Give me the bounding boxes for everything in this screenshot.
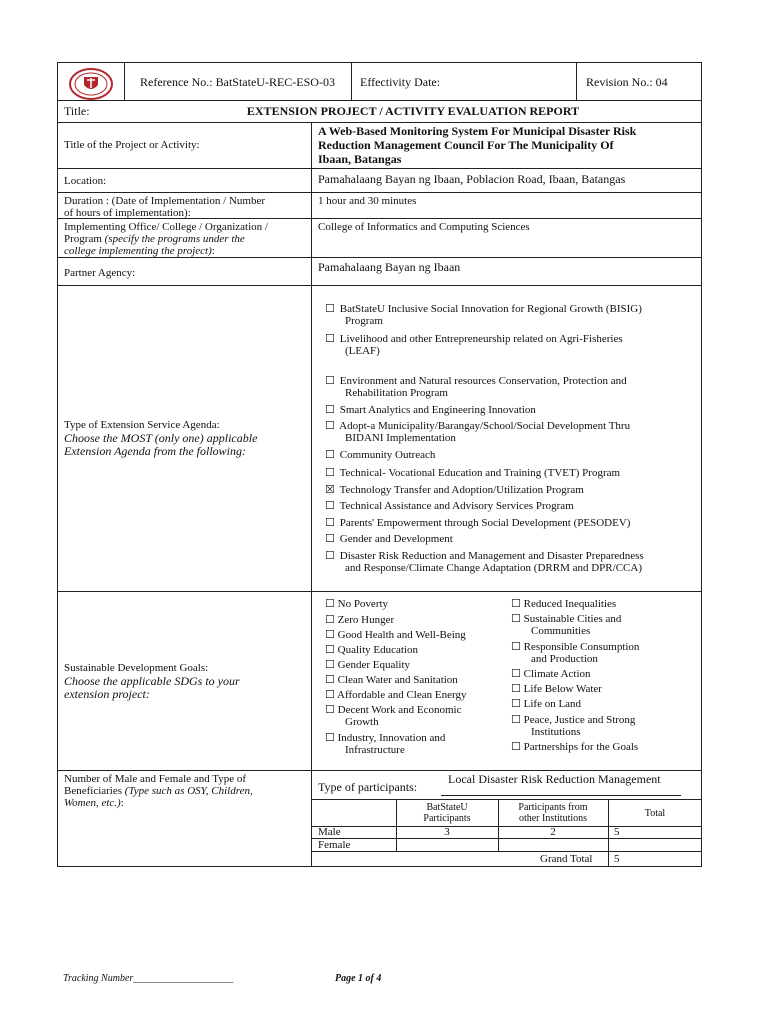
checkbox-icon[interactable]: ☐ [325,704,335,716]
agenda-option[interactable]: ☐ BatStateU Inclusive Social Innovation for Regional Growth (BISIG) Program [325,303,642,327]
sdg-label: Sustainable Development Goals: [64,662,209,674]
office-label-1: Implementing Office/ College / Organization / [64,221,268,233]
sdg-option[interactable]: ☐ Decent Work and Economic Growth [325,704,462,728]
office-label-2: Program (specify the programs under the [64,233,245,245]
checkbox-icon[interactable]: ☐ [325,303,335,315]
row-male-label: Male [318,826,341,838]
checkbox-icon[interactable]: ☐ [325,732,335,744]
sdg-option[interactable]: ☐ Partnerships for the Goals [511,741,639,753]
duration-label-1: Duration : (Date of Implementation / Number [64,195,265,207]
row-male-total: 5 [614,826,620,838]
grand-total-value: 5 [614,853,620,865]
sdg-option[interactable]: ☐ Responsible Consumption and Production [511,641,640,665]
checkbox-icon[interactable]: ☐ [511,668,521,680]
sdg-option[interactable]: ☐ No Poverty [325,598,389,610]
checkbox-icon[interactable]: ☐ [325,500,335,512]
agenda-option[interactable]: ☐ Disaster Risk Reduction and Management and Disaster Preparedness and Response/Climate Change Adaptation (DRRM and DPR/CCA) [325,550,644,574]
col-other-header: Participants from other Institutions [518,802,588,824]
duration-value: 1 hour and 30 minutes [318,195,417,207]
beneficiaries-label-1: Number of Male and Female and Type of [64,773,246,785]
sdg-option[interactable]: ☐ Good Health and Well-Being [325,629,466,641]
checkbox-icon[interactable]: ☐ [325,449,335,461]
checkbox-icon[interactable]: ☐ [511,613,521,625]
report-title: EXTENSION PROJECT / ACTIVITY EVALUATION REPORT [246,104,580,118]
checkbox-icon[interactable]: ☐ [511,741,521,753]
checkbox-icon[interactable]: ☐ [511,698,521,710]
participants-type-label: Type of participants: [318,780,418,794]
page-number: Page 1 of 4 [335,973,382,984]
reference-number: Reference No.: BatStateU-REC-ESO-03 [140,75,335,89]
sdg-option[interactable]: ☐ Reduced Inequalities [511,598,617,610]
location-label: Location: [64,175,107,187]
checkbox-icon[interactable]: ☐ [325,467,335,479]
row-male-batstateu: 3 [444,826,450,838]
checkbox-icon[interactable]: ☐ [325,629,335,641]
checkbox-icon[interactable]: ☐ [511,683,521,695]
checkbox-icon[interactable]: ☐ [511,714,521,726]
checkbox-icon[interactable]: ☐ [325,674,335,686]
checked-checkbox-icon[interactable]: ☒ [325,484,335,496]
sdg-instruction-1: Choose the applicable SDGs to your [64,674,240,688]
checkbox-icon[interactable]: ☐ [325,533,335,545]
agenda-option[interactable]: ☐ Gender and Development [325,533,453,545]
agenda-option[interactable]: ☐ Technical Assistance and Advisory Services Program [325,500,574,512]
checkbox-icon[interactable]: ☐ [511,641,521,653]
agenda-option[interactable]: ☐ Environment and Natural resources Conservation, Protection and Rehabilitation Program [325,375,627,399]
partner-label: Partner Agency: [64,267,136,279]
office-value: College of Informatics and Computing Sciences [318,221,530,233]
revision-number: Revision No.: 04 [586,75,668,89]
agenda-instruction-2: Extension Agenda from the following: [64,444,246,458]
agenda-label: Type of Extension Service Agenda: [64,419,220,431]
sdg-option[interactable]: ☐ Industry, Innovation and Infrastructure [325,732,446,756]
checkbox-icon[interactable]: ☐ [325,375,335,387]
checkbox-icon[interactable]: ☐ [325,550,335,562]
agenda-option-selected[interactable]: ☒ Technology Transfer and Adoption/Utilization Program [325,484,584,496]
office-label-3: college implementing the project): [64,245,215,257]
title-label: Title: [64,104,90,118]
checkbox-icon[interactable]: ☐ [325,404,335,416]
participants-type-value: Local Disaster Risk Reduction Management [448,772,661,786]
sdg-option[interactable]: ☐ Affordable and Clean Energy [325,689,467,701]
agenda-option[interactable]: ☐ Smart Analytics and Engineering Innovation [325,404,536,416]
sdg-instruction-2: extension project: [64,687,150,701]
agenda-option[interactable]: ☐ Community Outreach [325,449,436,461]
col-batstateu-header: BatStateU Participants [423,802,471,824]
sdg-option[interactable]: ☐ Peace, Justice and Strong Institutions [511,714,636,738]
checkbox-icon[interactable]: ☐ [325,659,335,671]
checkbox-icon[interactable]: ☐ [325,614,335,626]
row-female-label: Female [318,839,351,851]
partner-value: Pamahalaang Bayan ng Ibaan [318,260,461,274]
agenda-option[interactable]: ☐ Parents' Empowerment through Social Development (PESODEV) [325,517,631,529]
agenda-instruction-1: Choose the MOST (only one) applicable [64,431,258,445]
col-total-header: Total [644,808,666,819]
sdg-option[interactable]: ☐ Clean Water and Sanitation [325,674,458,686]
checkbox-icon[interactable]: ☐ [325,644,335,656]
checkbox-icon[interactable]: ☐ [325,420,335,432]
sdg-option[interactable]: ☐ Zero Hunger [325,614,395,626]
grand-total-label: Grand Total [540,853,593,865]
row-male-other: 2 [550,826,556,838]
duration-label-2: of hours of implementation): [64,207,191,219]
project-title-line-2: Reduction Management Council For The Municipality Of [318,138,614,152]
project-title-line-3: Ibaan, Batangas [318,152,402,166]
beneficiaries-label-3: Women, etc.): [64,797,124,809]
checkbox-icon[interactable]: ☐ [325,333,335,345]
tracking-number: Tracking Number____________________ [63,973,234,984]
effectivity-date: Effectivity Date: [360,75,441,89]
sdg-option[interactable]: ☐ Climate Action [511,668,591,680]
sdg-option[interactable]: ☐ Gender Equality [325,659,411,671]
agenda-option[interactable]: ☐ Livelihood and other Entrepreneurship related on Agri-Fisheries (LEAF) [325,333,623,357]
checkbox-icon[interactable]: ☐ [325,517,335,529]
beneficiaries-label-2: Beneficiaries (Type such as OSY, Children, [64,785,253,797]
sdg-option[interactable]: ☐ Sustainable Cities and Communities [511,613,622,637]
agenda-option[interactable]: ☐ Adopt-a Municipality/Barangay/School/Social Development Thru BIDANI Implementation [325,420,631,444]
checkbox-icon[interactable]: ☐ [325,689,335,701]
agenda-option[interactable]: ☐ Technical- Vocational Education and Training (TVET) Program [325,467,621,479]
sdg-option[interactable]: ☐ Life Below Water [511,683,602,695]
sdg-option[interactable]: ☐ Life on Land [511,698,582,710]
sdg-option[interactable]: ☐ Quality Education [325,644,418,656]
location-value: Pamahalaang Bayan ng Ibaan, Poblacion Road, Ibaan, Batangas [318,172,626,186]
university-logo [68,67,114,101]
project-title-label: Title of the Project or Activity: [64,139,200,151]
project-title-line-1: A Web-Based Monitoring System For Municipal Disaster Risk [318,124,637,138]
checkbox-icon[interactable]: ☐ [511,598,521,610]
checkbox-icon[interactable]: ☐ [325,598,335,610]
